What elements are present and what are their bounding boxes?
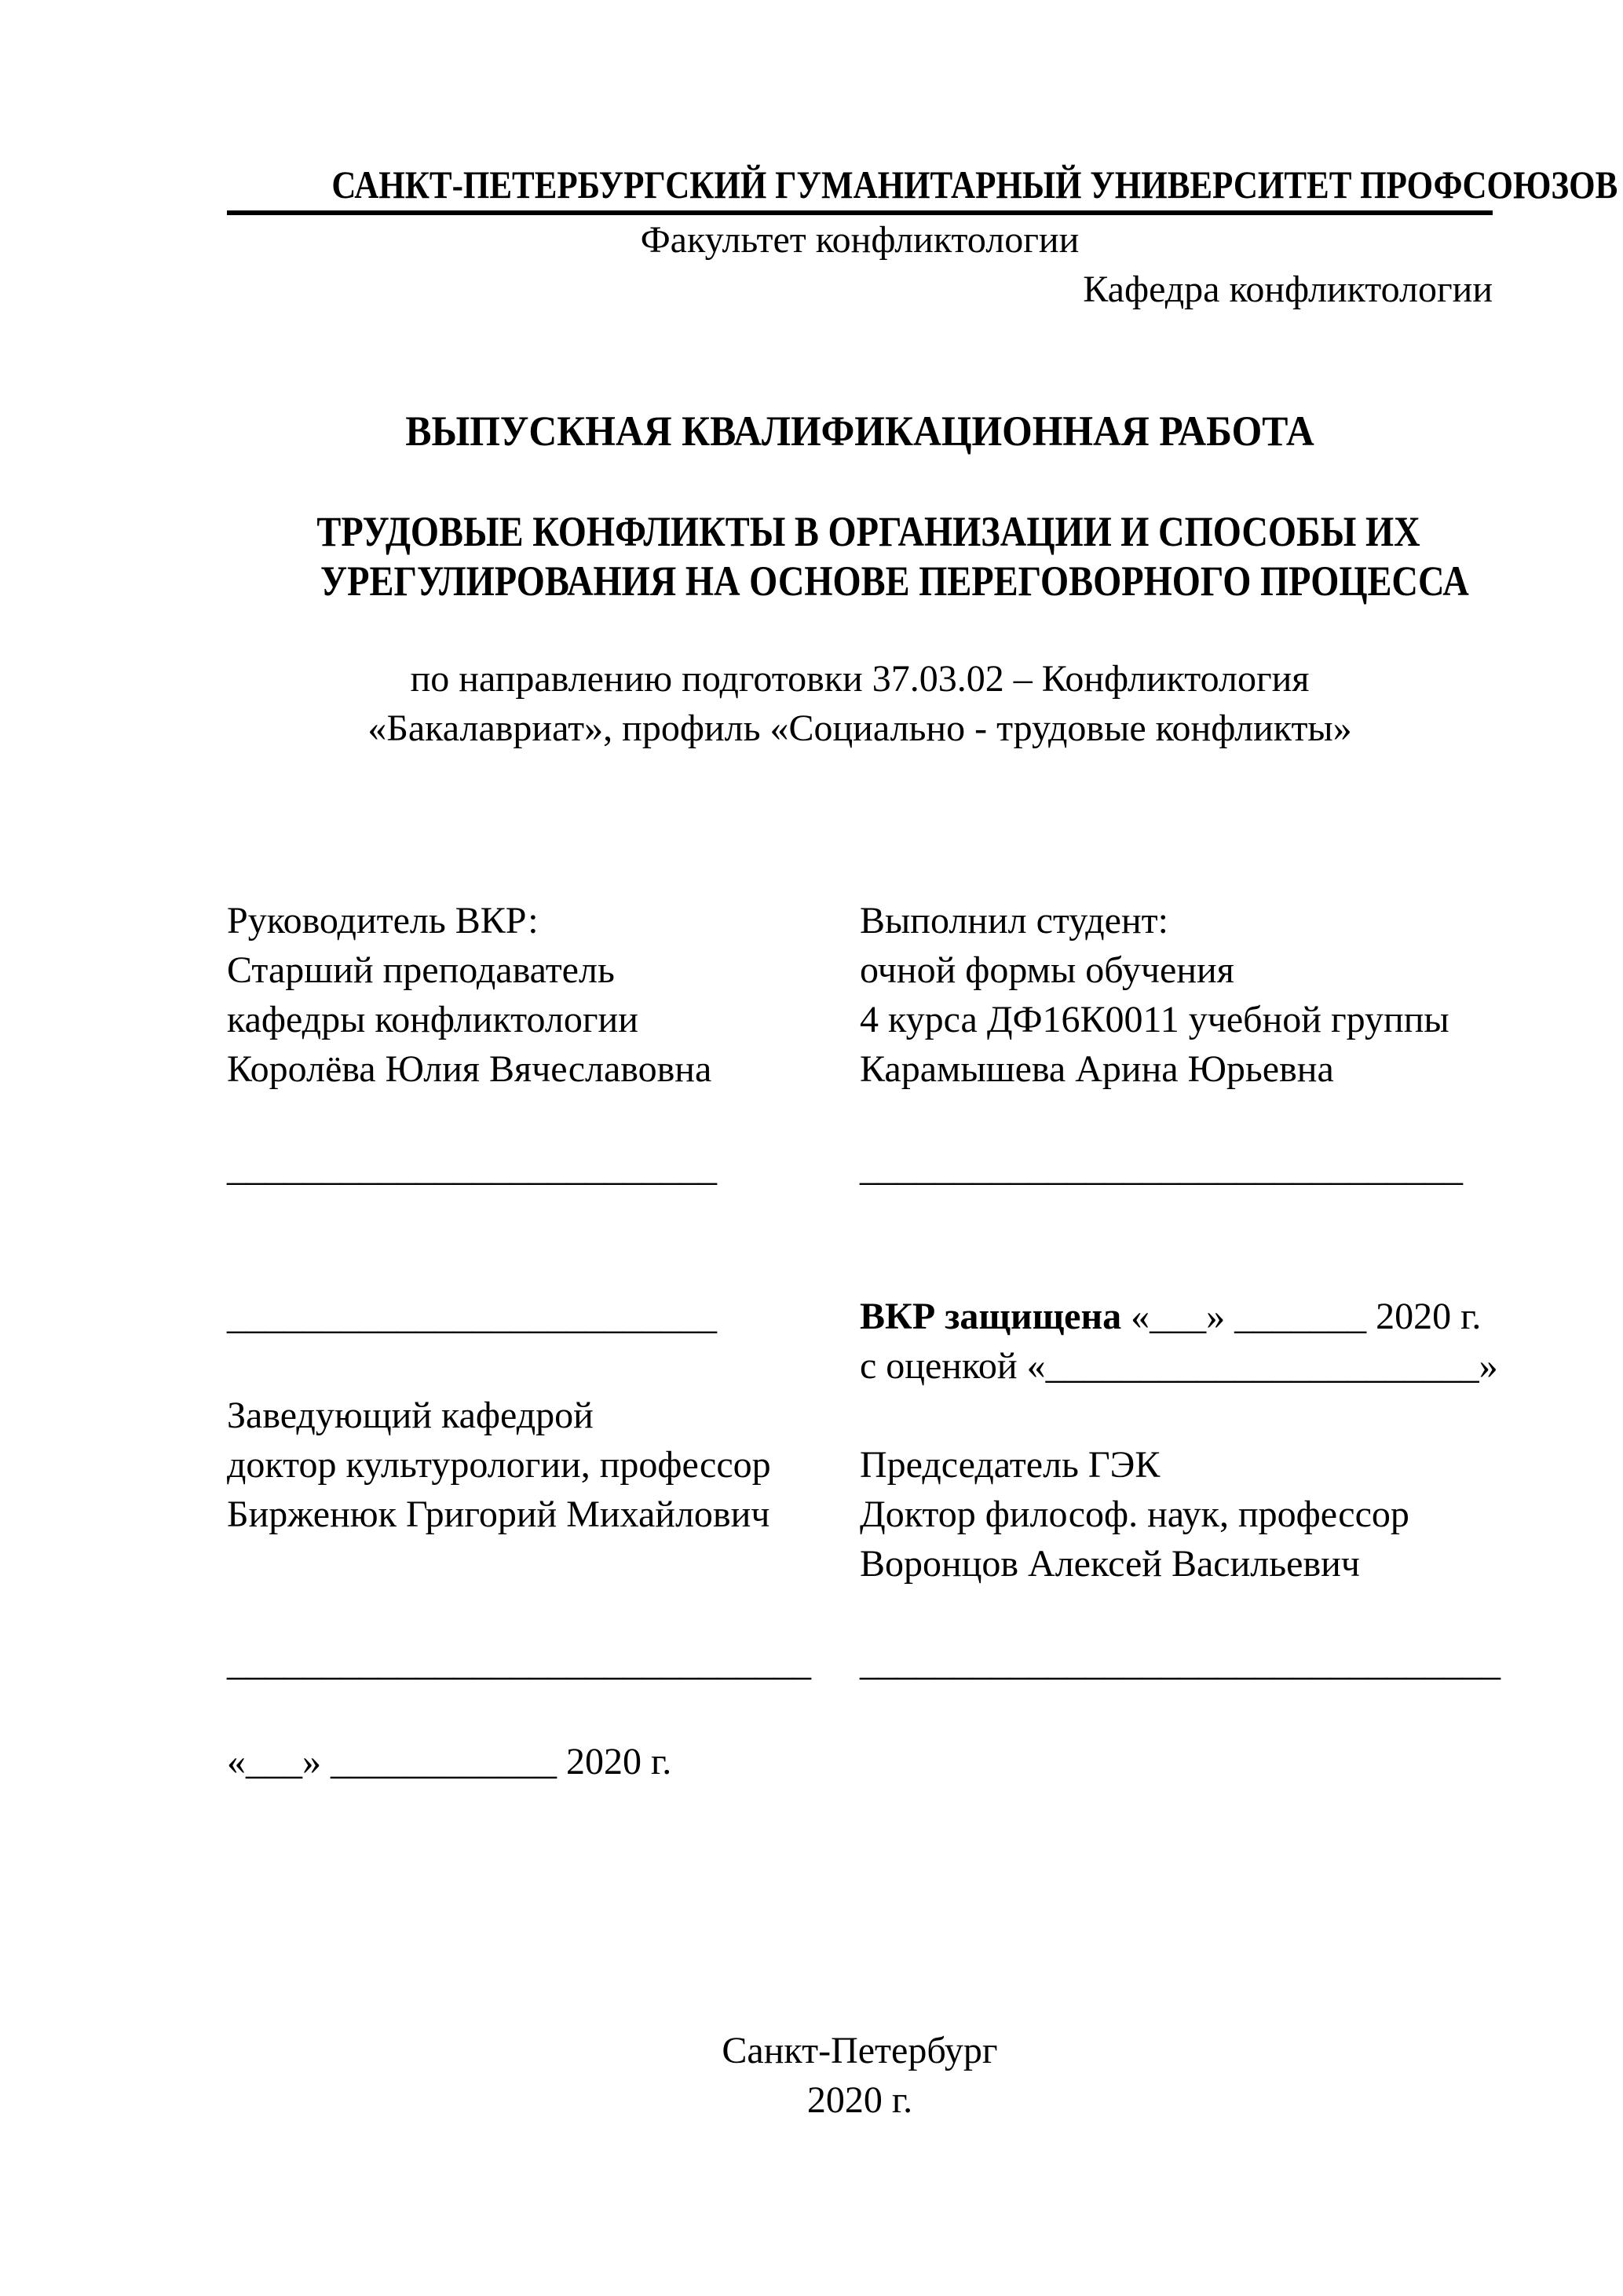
spacer: [227, 1193, 860, 1242]
grade-blank: «_______________________»: [1026, 1345, 1498, 1387]
spacer: [860, 1094, 1501, 1143]
university-header: [227, 162, 1618, 215]
supervisor-name: Королёва Юлия Вячеславовна: [227, 1048, 712, 1090]
spacer: [227, 1094, 860, 1143]
spacer: [860, 1737, 1501, 1786]
spacer: [227, 1242, 860, 1292]
supervisor-signature-line: __________________________: [227, 1147, 717, 1189]
spacer: [227, 1341, 860, 1391]
head-signature-line: _______________________________: [227, 1642, 811, 1684]
spacer: [860, 1391, 1501, 1440]
defense-date-blank: «___» _______ 2020 г.: [1131, 1296, 1482, 1337]
supervisor-position-2: кафедры конфликтологии: [227, 999, 638, 1040]
program-profile-line: «Бакалавриат», профиль «Социально - трудовые конфликты»: [367, 707, 1352, 749]
spacer: [860, 1589, 1501, 1638]
spacer: [860, 1242, 1501, 1292]
footer-year: 2020 г.: [806, 2079, 913, 2121]
spacer: [860, 1687, 1501, 1737]
footer-city: Санкт-Петербург: [722, 2030, 998, 2071]
student-signature-line: ________________________________: [860, 1147, 1463, 1189]
work-type-heading: [227, 407, 1493, 456]
committee-chair-name: Воронцов Алексей Васильевич: [860, 1543, 1360, 1585]
head-date-line: «___» ____________ 2020 г.: [227, 1741, 672, 1782]
spacer: [227, 1589, 860, 1638]
committee-chair-degree: Доктор философ. наук, профессор: [860, 1493, 1409, 1535]
program-direction-line: по направлению подготовки 37.03.02 – Конфликтология: [410, 658, 1310, 700]
spacer: [227, 1539, 860, 1589]
work-type-text: ВЫПУСКНАЯ КВАЛИФИКАЦИОННАЯ РАБОТА: [405, 408, 1314, 455]
student-name: Карамышева Арина Юрьевна: [860, 1048, 1334, 1090]
faculty-line: Факультет конфликтологии: [640, 219, 1080, 261]
program-info: [227, 654, 1493, 753]
defense-label: ВКР защищена: [860, 1296, 1122, 1337]
student-label: Выполнил студент:: [860, 900, 1168, 941]
supervisor-second-signature-line: __________________________: [227, 1296, 717, 1337]
department-line: Кафедра конфликтологии: [1083, 269, 1493, 310]
head-of-department-degree: доктор культурологии, профессор: [227, 1444, 771, 1486]
committee-chair-role: Председатель ГЭК: [860, 1444, 1161, 1486]
grade-label: с оценкой: [860, 1345, 1018, 1387]
chair-signature-line: __________________________________: [860, 1642, 1501, 1684]
student-group: 4 курса ДФ16К0011 учебной группы: [860, 999, 1449, 1040]
head-of-department-name: Бирженюк Григорий Михайлович: [227, 1493, 770, 1535]
signatures-grid: [227, 896, 1501, 1786]
footer: [227, 2026, 1493, 2125]
spacer: [860, 1193, 1501, 1242]
thesis-title: [227, 507, 1493, 606]
defense-date-line: [860, 1292, 1501, 1341]
student-study-form: очной формы обучения: [860, 949, 1234, 991]
spacer: [227, 1687, 860, 1737]
thesis-title-line-1: ТРУДОВЫЕ КОНФЛИКТЫ В ОРГАНИЗАЦИИ И СПОСОБЫ ИХ: [316, 508, 1420, 555]
head-of-department-role: Заведующий кафедрой: [227, 1395, 594, 1436]
supervisor-role-label: Руководитель ВКР:: [227, 900, 539, 941]
supervisor-position-1: Старший преподаватель: [227, 949, 615, 991]
grade-line: [860, 1341, 1501, 1391]
thesis-title-line-2: УРЕГУЛИРОВАНИЯ НА ОСНОВЕ ПЕРЕГОВОРНОГО ПРОЦЕССА: [320, 558, 1469, 605]
university-name: САНКТ-ПЕТЕРБУРГСКИЙ ГУМАНИТАРНЫЙ УНИВЕРСИТЕТ ПРОФСОЮЗОВ: [331, 163, 1618, 207]
